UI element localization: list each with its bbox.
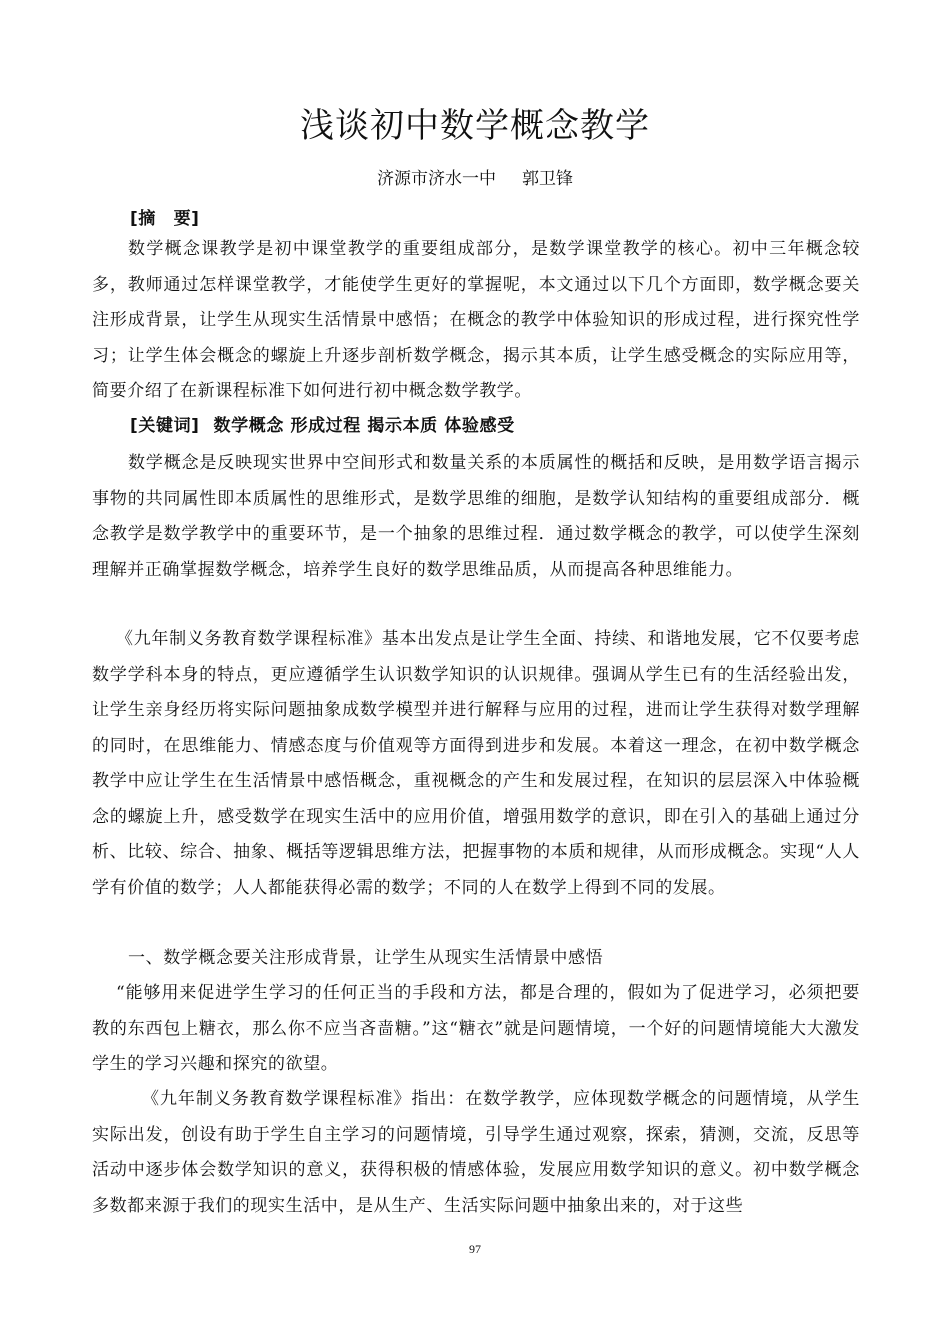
page-number: 97 (469, 1242, 481, 1256)
body-paragraph-4: 《九年制义务教育数学课程标准》指出：在数学教学，应体现数学概念的问题情境，从学生实际出发，创设有助于学生自主学习的问题情境，引导学生通过观察，探索，猜测，交流，反思等活动中逐步体会数学知识的意义，获得积极的情感体验，发展应用数学知识的意义。初中数学概念多数都来源于我们的现实生活中，是从生产、生活实际问题中抽象出来的，对于这些 (92, 1089, 860, 1216)
author-line (0, 164, 950, 194)
body-paragraph-3: “能够用来促进学生学习的任何正当的手段和方法，都是合理的，假如为了促进学习，必须把要教的东西包上糖衣，那么你不应当吝啬糖。”这“糖衣”就是问题情境，一个好的问题情境能大大激发学生的学习兴趣和探究的欲望。 (92, 983, 860, 1074)
author-affiliation: 济源市济水一中 (377, 169, 496, 189)
section-heading-1: 一、数学概念要关注形成背景，让学生从现实生活情景中感悟 (128, 948, 604, 968)
body-paragraph-2: 《九年制义务教育数学课程标准》基本出发点是让学生全面、持续、和谐地发展，它不仅要考虑数学学科本身的特点，更应遵循学生认识数学知识的认识规律。强调从学生已有的生活经验出发，让学生亲身经历将实际问题抽象成数学模型并进行解释与应用的过程，进而让学生获得对数学理解的同时，在思维能力、情感态度与价值观等方面得到进步和发展。本着这一理念，在初中数学概念教学中应让学生在生活情景中感悟概念，重视概念的产生和发展过程，在知识的层层深入中体验概念的螺旋上升，感受数学在现实生活中的应用价值，增强用数学的意识，即在引入的基础上通过分析、比较、综合、抽象、概括等逻辑思维方法，把握事物的本质和规律，从而形成概念。实现“人人学有价值的数学；人人都能获得必需的数学；不同的人在数学上得到不同的发展。 (92, 629, 860, 898)
keywords-text: 数学概念 形成过程 揭示本质 体验感受 (213, 416, 515, 436)
body-paragraph-1: 数学概念是反映现实世界中空间形式和数量关系的本质属性的概括和反映，是用数学语言揭示事物的共同属性即本质属性的思维形式，是数学思维的细胞，是数学认知结构的重要组成部分．概念教学是数学教学中的重要环节，是一个抽象的思维过程．通过数学概念的教学，可以使学生深刻理解并正确掌握数学概念，培养学生良好的数学思维品质，从而提高各种思维能力。 (92, 453, 860, 580)
author-name: 郭卫锋 (522, 169, 573, 189)
abstract-text: 数学概念课教学是初中课堂教学的重要组成部分，是数学课堂教学的核心。初中三年概念较多，教师通过怎样课堂教学，才能使学生更好的掌握呢，本文通过以下几个方面即，数学概念要关注形成背景，让学生从现实生活情景中感悟；在概念的教学中体验知识的形成过程，进行探究性学习；让学生体会概念的螺旋上升逐步剖析数学概念，揭示其本质，让学生感受概念的实际应用等，简要介绍了在新课程标准下如何进行初中概念数学教学。 (92, 239, 860, 401)
abstract-label: [摘 要] (130, 209, 200, 229)
paper-title: 浅谈初中数学概念教学 (300, 106, 650, 146)
keywords-line (92, 409, 860, 445)
keywords-label: [关键词] (130, 416, 200, 436)
